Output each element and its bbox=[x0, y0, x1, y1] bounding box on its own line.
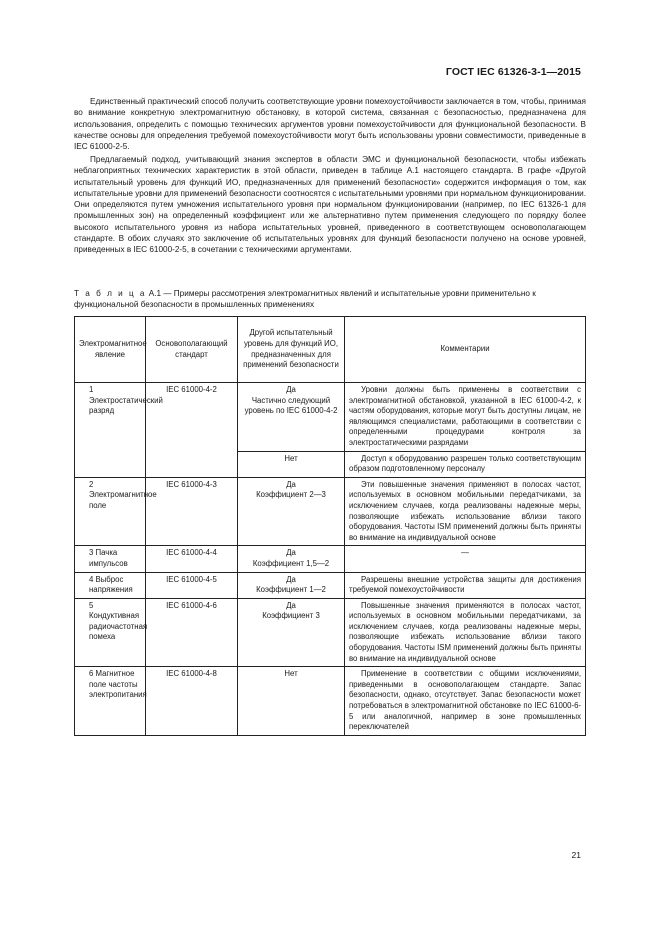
cell-comment-text: Уровни должны быть применены в соответствии с электромагнитной обстановкой, указанной в IEC 61000-4-2, к частям оборудования, которые могут быть доступны лицам, не являющимся специалистами, работающими в соответствии с определенными процедурами контроля за электростатическими разрядами bbox=[349, 385, 581, 447]
cell-level-text: Да Коэффициент 1,5—2 bbox=[252, 548, 330, 568]
table-row bbox=[75, 598, 586, 667]
cell-comment-text: Разрешены внешние устройства защиты для достижения требуемой помехоустойчивости bbox=[349, 574, 581, 595]
cell-phenomenon-text: 1 Электростатический разряд bbox=[89, 385, 163, 416]
table-row bbox=[75, 572, 586, 598]
cell-level bbox=[238, 546, 345, 572]
cell-standard bbox=[146, 667, 238, 736]
table-row bbox=[75, 546, 586, 572]
cell-standard-text: IEC 61000-4-3 bbox=[166, 479, 217, 489]
cell-standard-text: IEC 61000-4-6 bbox=[166, 600, 217, 610]
cell-level-text: Нет bbox=[284, 453, 298, 463]
cell-level bbox=[238, 572, 345, 598]
cell-comment bbox=[345, 667, 586, 736]
cell-standard-text: IEC 61000-4-8 bbox=[166, 669, 217, 679]
table-row bbox=[75, 383, 586, 452]
cell-comment bbox=[345, 598, 586, 667]
cell-comment bbox=[345, 451, 586, 477]
table-caption-text: А.1 — Примеры рассмотрения электромагнитных явлений и испытательные уровни применительно к функциональной безопасности в промышленных применениях bbox=[74, 289, 536, 310]
cell-phenomenon-text: 4 Выброс напряжения bbox=[89, 574, 133, 595]
cell-comment bbox=[345, 572, 586, 598]
cell-comment bbox=[345, 546, 586, 572]
cell-phenomenon-text: 5 Кондуктивная радиочастотная помеха bbox=[89, 600, 148, 642]
paragraph-1: Единственный практический способ получить соответствующие уровни помехоустойчивости заключается в том, чтобы, принимая во внимание конкретную электромагнитную обстановку, в которой система, связанная с безопасностью, предназначена для использования, определить с помощью технических аргументов уровни помехоустойчивости для функциональной безопасности. В качестве основы для определения требуемой помехоустойчивости могут быть использованы уровни совместимости, приведенные в IEC 61000-2-5. bbox=[74, 97, 586, 152]
cell-standard bbox=[146, 572, 238, 598]
cell-level-text: Да Коэффициент 2—3 bbox=[256, 479, 326, 500]
cell-phenomenon bbox=[75, 572, 146, 598]
table-header-row bbox=[75, 317, 586, 383]
table-caption bbox=[74, 288, 586, 311]
cell-level bbox=[238, 667, 345, 736]
page-number: 21 bbox=[571, 850, 581, 860]
cell-standard bbox=[146, 598, 238, 667]
cell-standard-text: IEC 61000-4-5 bbox=[166, 574, 217, 584]
cell-phenomenon-text: 6 Магнитное поле частоты электропитания bbox=[89, 669, 147, 700]
cell-level-text: Да Частично следующий уровень по IEC 61000-4-2 bbox=[244, 385, 338, 416]
cell-comment bbox=[345, 383, 586, 452]
cell-phenomenon bbox=[75, 383, 163, 478]
cell-standard bbox=[146, 477, 238, 546]
table-caption-label: Т а б л и ц а bbox=[74, 289, 147, 298]
header-standard: Основополагающий стандарт bbox=[146, 317, 238, 383]
cell-level bbox=[238, 383, 345, 452]
cell-comment bbox=[345, 477, 586, 546]
cell-level bbox=[238, 477, 345, 546]
table-row bbox=[75, 477, 586, 546]
table-row bbox=[75, 667, 586, 736]
cell-level-text: Нет bbox=[284, 669, 298, 679]
cell-standard-text: IEC 61000-4-4 bbox=[166, 548, 217, 558]
phenomena-table bbox=[74, 316, 586, 736]
cell-level-text: Да Коэффициент 1—2 bbox=[256, 574, 326, 595]
paragraph-2: Предлагаемый подход, учитывающий знания экспертов в области ЭМС и функциональной безопасности, чтобы избежать неблагоприятных технических характеристик в этой области, приведен в таблице А.1 настоящего стандарта. В графе «Другой испытательный уровень для функций ИО, предназначенных для применений безопасности» содержится информация о том, как испытательные уровни для применений безопасности соотносятся с испытательными уровнями при нормальном функционировании. Они определяются путем умножения испытательного уровня при нормальном функционировании (например, по IEC 61326-1 для промышленных зон) на определенный коэффициент или же альтернативно путем применения следующего по порядку более высокого испытательного уровня из набора испытательных уровней, приведенного в соответствующем основополагающем стандарте. В обоих случаях это заключение об испытательных уровнях для функций безопасности получено на основе уровней, приведенных в IEC 61000-2-5, в сочетании с техническими аргументами. bbox=[74, 155, 586, 255]
cell-level-text: Да Коэффициент 3 bbox=[262, 600, 320, 621]
header-phenomenon: Электромагнитное явление bbox=[75, 317, 146, 383]
cell-comment-text: Эти повышенные значения применяют в полосах частот, используемых в основном мобильными передатчиками, за исключением случаев, когда реализованы надежные меры, позволяющие избежать использование вблизи такого оборудования. Частоты ISM применений должны быть приняты во внимание на индивидуальной основе bbox=[349, 479, 581, 542]
cell-level bbox=[238, 451, 345, 477]
cell-comment-text: Повышенные значения применяются в полосах частот, используемых в основном мобильными передатчиками, за исключением случаев, когда реализованы надежные меры, позволяющие избежать использование вблизи такого оборудования. Частоты ISM применений должны быть приняты во внимание на индивидуальной основе bbox=[349, 600, 581, 663]
header-level: Другой испытательный уровень для функций ИО, предназначенных для применений безопасности bbox=[238, 317, 345, 383]
document-code-header: ГОСТ IEC 61326-3-1—2015 bbox=[445, 66, 581, 78]
cell-standard bbox=[146, 546, 238, 572]
cell-phenomenon-text: 3 Пачка импульсов bbox=[89, 548, 128, 568]
cell-comment-text: — bbox=[461, 548, 469, 558]
cell-phenomenon bbox=[75, 477, 157, 546]
cell-comment-text: Доступ к оборудованию разрешен только соответствующим образом подготовленному персоналу bbox=[349, 453, 581, 474]
cell-phenomenon bbox=[75, 667, 146, 736]
header-comments: Комментарии bbox=[345, 317, 586, 383]
table-body bbox=[75, 383, 586, 736]
cell-level bbox=[238, 598, 345, 667]
cell-phenomenon bbox=[75, 598, 146, 667]
cell-phenomenon-text: 2 Электромагнитное поле bbox=[89, 479, 157, 510]
cell-standard-text: IEC 61000-4-2 bbox=[166, 385, 217, 394]
cell-phenomenon bbox=[75, 546, 146, 572]
cell-comment-text: Применение в соответствии с общими исключениями, приведенными в основополагающем стандарте. Запас безопасности, однако, отсутствует. Запас безопасности может потребоваться в электромагнитной обстановке по IEC 61000-6-5 или аналогичной, например в зоне промышленных переключателей bbox=[349, 669, 581, 732]
